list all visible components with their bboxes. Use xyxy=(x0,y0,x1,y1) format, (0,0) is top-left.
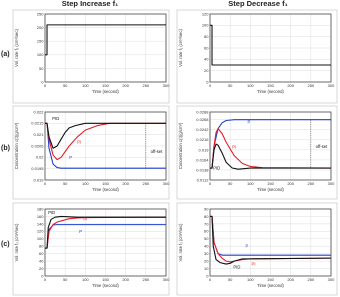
y-tick-label: 70 xyxy=(204,221,209,227)
y-tick-label: 0.022 xyxy=(33,109,44,115)
y-tick-label: 90 xyxy=(204,206,209,212)
y-tick-label: 20 xyxy=(39,265,44,271)
y-tick-label: 60 xyxy=(39,251,44,257)
x-tick-label: 0 xyxy=(208,277,212,282)
y-tick-label: 100 xyxy=(36,52,44,58)
x-tick-label: 150 xyxy=(267,83,274,88)
x-tick-label: 300 xyxy=(162,181,170,186)
x-tick-label: 50 xyxy=(62,277,68,282)
y-tick-label: 10 xyxy=(204,265,209,271)
x-tick-label: 200 xyxy=(122,83,130,88)
x-tick-label: 100 xyxy=(246,277,254,282)
y-tick-label: 0.0195 xyxy=(31,166,44,172)
chart-c-right xyxy=(177,203,337,295)
x-axis-label: Time (second) xyxy=(92,89,119,94)
y-tick-label: 180 xyxy=(36,206,44,212)
x-tick-label: 50 xyxy=(62,83,68,88)
annotation-label: PID xyxy=(52,115,60,121)
x-tick-label: 250 xyxy=(142,277,150,282)
chart-a-right xyxy=(177,10,337,103)
y-tick-label: 120 xyxy=(36,228,44,234)
x-tick-label: 150 xyxy=(267,181,274,186)
x-axis-label: Time (second) xyxy=(257,89,284,94)
y-tick-label: 20 xyxy=(204,258,209,264)
y-tick-label: 30 xyxy=(204,251,209,257)
x-tick-label: 150 xyxy=(102,181,109,186)
y-tick-label: 0 xyxy=(206,273,209,279)
y-tick-label: 0.0138 xyxy=(196,167,209,173)
annotation-label: PI xyxy=(232,144,237,150)
header-left: Step Increase f₁ xyxy=(61,0,119,8)
x-tick-label: 100 xyxy=(81,277,89,282)
x-axis-label: Time (second) xyxy=(92,187,119,192)
x-tick-label: 50 xyxy=(62,181,68,186)
x-tick-label: 200 xyxy=(122,277,130,282)
y-tick-label: 200 xyxy=(36,25,44,30)
y-axis-label: Concentration c(t)(g/cm³) xyxy=(178,122,183,170)
y-axis-label: Concentration c(t)(g/cm³) xyxy=(14,122,19,170)
x-tick-label: 300 xyxy=(327,83,335,88)
row-label-a: (a) xyxy=(1,51,10,58)
y-tick-label: 0.0164 xyxy=(196,157,209,163)
annotation-label: PI xyxy=(77,139,82,145)
x-tick-label: 100 xyxy=(246,181,254,186)
x-axis-label: Time (second) xyxy=(257,187,284,192)
y-tick-label: 0.0216 xyxy=(196,137,209,143)
x-tick-label: 250 xyxy=(142,83,150,88)
chart-b-right xyxy=(177,106,337,199)
y-tick-label: 140 xyxy=(36,221,44,227)
x-tick-label: 0 xyxy=(43,277,47,282)
y-tick-label: 40 xyxy=(204,243,209,249)
y-tick-label: 100 xyxy=(201,22,209,28)
x-tick-label: 250 xyxy=(307,83,315,88)
x-tick-label: 100 xyxy=(81,83,89,88)
annotation-label: P xyxy=(69,154,72,160)
x-tick-label: 200 xyxy=(287,181,295,186)
panels xyxy=(13,10,337,295)
x-tick-label: 150 xyxy=(102,277,109,282)
annotation-label: PID xyxy=(48,210,56,216)
x-tick-label: 50 xyxy=(227,277,233,282)
annotation-label: PID xyxy=(233,264,241,270)
x-tick-label: 150 xyxy=(102,83,109,88)
x-tick-label: 100 xyxy=(81,181,89,186)
x-tick-label: 0 xyxy=(43,83,47,88)
x-tick-label: 250 xyxy=(307,181,315,186)
y-tick-label: 250 xyxy=(36,11,44,17)
x-tick-label: 200 xyxy=(122,181,130,186)
y-tick-label: 0.0268 xyxy=(196,117,209,123)
y-tick-label: 80 xyxy=(204,213,209,219)
y-tick-label: 0.019 xyxy=(198,147,209,153)
chart-b-left xyxy=(13,106,170,199)
x-tick-label: 300 xyxy=(162,277,170,282)
x-tick-label: 0 xyxy=(208,83,212,88)
header-right: Step Decrease f₁ xyxy=(228,0,288,8)
y-tick-label: 60 xyxy=(204,228,209,234)
y-axis-label: Vol. rate f₂ (cm³/sec) xyxy=(14,223,19,262)
x-tick-label: 50 xyxy=(227,83,233,88)
y-tick-label: 0.0242 xyxy=(196,127,209,133)
x-axis-label: Time (second) xyxy=(257,283,284,288)
x-tick-label: 300 xyxy=(162,83,170,88)
x-tick-label: 300 xyxy=(327,277,335,282)
y-tick-label: 40 xyxy=(39,258,44,264)
x-tick-label: 300 xyxy=(327,181,335,186)
y-tick-label: 0 xyxy=(41,79,44,85)
y-tick-label: 50 xyxy=(39,65,44,71)
y-tick-label: 20 xyxy=(204,68,209,74)
annotation-label: PI xyxy=(251,261,256,267)
y-tick-label: 0.0205 xyxy=(31,143,44,149)
x-tick-label: 250 xyxy=(142,181,150,186)
y-tick-label: 0.0288 xyxy=(196,109,209,115)
y-tick-label: 0.02 xyxy=(35,154,44,160)
x-tick-label: 0 xyxy=(208,181,212,186)
row-label-b: (b) xyxy=(1,145,10,152)
x-tick-label: 100 xyxy=(246,83,254,88)
y-tick-label: 150 xyxy=(36,38,44,44)
y-tick-label: 0 xyxy=(206,79,209,85)
x-tick-label: 150 xyxy=(267,277,274,282)
x-tick-label: 50 xyxy=(227,181,233,186)
y-tick-label: 80 xyxy=(39,243,44,249)
y-tick-label: 120 xyxy=(201,11,209,17)
annotation-label: PID xyxy=(213,165,221,171)
y-tick-label: 0 xyxy=(41,273,44,279)
y-axis-label: Vol. rate f₁ (cm³/sec) xyxy=(178,29,183,67)
annotation-label: P xyxy=(245,243,249,249)
annotation-label: PI xyxy=(83,216,88,222)
chart-a-left xyxy=(13,10,170,103)
x-axis-label: Time (second) xyxy=(92,283,119,288)
x-tick-label: 0 xyxy=(43,181,47,186)
annotation-label: P xyxy=(247,119,251,125)
x-tick-label: 250 xyxy=(307,277,315,282)
y-tick-label: 40 xyxy=(204,56,209,62)
row-label-c: (c) xyxy=(1,241,10,248)
annotation-label: P xyxy=(79,228,83,234)
y-axis-label: Vol. rate f₂ (cm³/sec) xyxy=(178,223,183,262)
y-tick-label: 160 xyxy=(36,213,44,219)
y-tick-label: 60 xyxy=(204,45,209,51)
x-tick-label: 200 xyxy=(287,277,295,282)
y-tick-label: 100 xyxy=(36,236,44,242)
y-tick-label: 0.0215 xyxy=(31,120,44,126)
annotation-label: off-set xyxy=(315,143,328,149)
chart-c-left xyxy=(13,203,170,295)
y-tick-label: 0.019 xyxy=(33,177,44,183)
y-axis-label: Vol. rate f₁ (cm³/sec) xyxy=(14,29,19,67)
y-tick-label: 0.021 xyxy=(33,132,44,138)
annotation-label: off-set xyxy=(150,148,163,154)
x-tick-label: 200 xyxy=(287,83,295,88)
y-tick-label: 80 xyxy=(204,34,209,40)
y-tick-label: 50 xyxy=(204,236,209,242)
y-tick-label: 0.0112 xyxy=(196,177,209,183)
